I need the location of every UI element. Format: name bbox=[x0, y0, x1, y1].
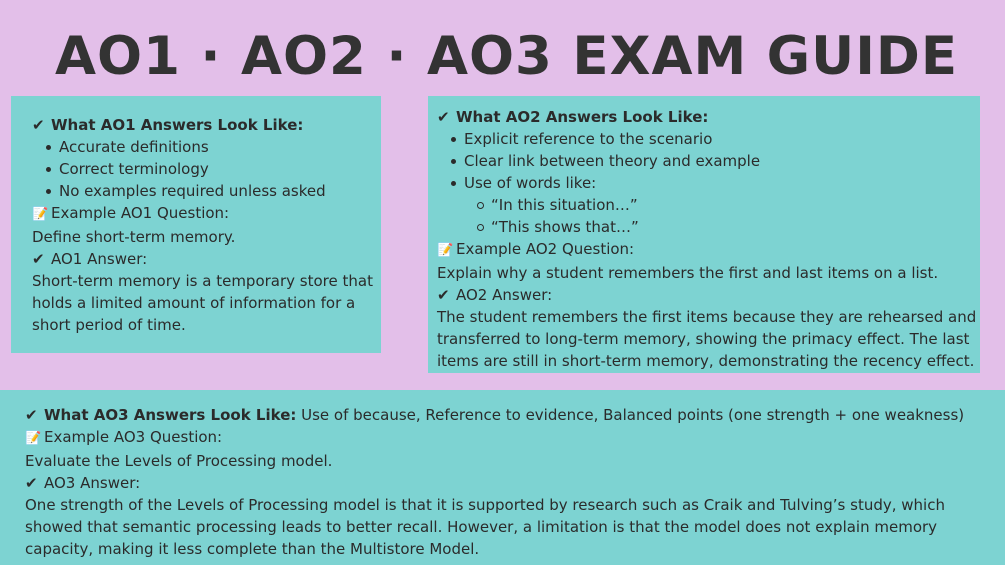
ao2-answer-line: items are still in short-term memory, demonstrating the recency effect. bbox=[437, 352, 975, 370]
checkmark-icon: ✔ bbox=[32, 250, 45, 268]
memo-icon: 📝 bbox=[25, 431, 42, 446]
ao2-heading-row bbox=[437, 106, 980, 128]
ao2-question-label: Example AO2 Question: bbox=[456, 240, 635, 258]
list-item: Correct terminology bbox=[32, 158, 381, 180]
ao1-answer-line: Short-term memory is a temporary store that bbox=[32, 272, 373, 290]
list-item: Explicit reference to the scenario bbox=[437, 128, 980, 150]
checkmark-icon: ✔ bbox=[25, 474, 38, 492]
list-item: Accurate definitions bbox=[32, 136, 381, 158]
checkmark-icon: ✔ bbox=[32, 116, 45, 134]
ao3-panel bbox=[0, 390, 1005, 565]
ao2-answer-label-row bbox=[437, 284, 980, 306]
ao2-answer-line: The student remembers the first items because they are rehearsed and bbox=[437, 308, 977, 326]
ao1-heading: What AO1 Answers Look Like: bbox=[51, 116, 304, 134]
list-item: No examples required unless asked bbox=[32, 180, 381, 202]
page-title: AO1 · AO2 · AO3 EXAM GUIDE bbox=[55, 26, 959, 87]
ao3-answer-label: AO3 Answer: bbox=[44, 474, 141, 492]
ao2-question-label-row bbox=[437, 238, 980, 262]
memo-icon: 📝 bbox=[437, 243, 454, 258]
ao3-answer-line: One strength of the Levels of Processing model is that it is supported by research such as Craik and Tulving’s study, which bbox=[25, 496, 945, 514]
ao2-answer-line: transferred to long-term memory, showing the primacy effect. The last bbox=[437, 330, 970, 348]
ao1-panel bbox=[11, 96, 381, 353]
ao1-question-label-row bbox=[32, 202, 381, 226]
ao1-question-label: Example AO1 Question: bbox=[51, 204, 230, 222]
checkmark-icon: ✔ bbox=[25, 406, 38, 424]
memo-icon: 📝 bbox=[32, 207, 49, 222]
sub-list-item: “In this situation…” bbox=[437, 194, 980, 216]
ao3-question-label: Example AO3 Question: bbox=[44, 428, 223, 446]
ao3-question: Evaluate the Levels of Processing model. bbox=[25, 452, 333, 470]
checkmark-icon: ✔ bbox=[437, 286, 450, 304]
ao1-question: Define short-term memory. bbox=[32, 228, 236, 246]
ao1-heading-row bbox=[32, 114, 381, 136]
ao3-answer-line: showed that semantic processing leads to better recall. However, a limitation is that the model does not explain memory bbox=[25, 518, 938, 536]
list-item: Clear link between theory and example bbox=[437, 150, 980, 172]
ao2-question: Explain why a student remembers the first and last items on a list. bbox=[437, 264, 939, 282]
sub-list-item: “This shows that…” bbox=[437, 216, 980, 238]
ao2-bullet-list bbox=[437, 128, 980, 238]
ao1-bullet-list bbox=[32, 136, 381, 202]
ao1-answer-line: short period of time. bbox=[32, 316, 186, 334]
ao1-answer-label: AO1 Answer: bbox=[51, 250, 148, 268]
ao3-heading: What AO3 Answers Look Like: bbox=[44, 406, 297, 424]
ao2-panel bbox=[428, 96, 980, 373]
ao3-answer-line: capacity, making it less complete than the Multistore Model. bbox=[25, 540, 480, 558]
ao3-heading-rest: Use of because, Reference to evidence, Balanced points (one strength + one weakness) bbox=[296, 406, 965, 424]
ao3-answer-label-row bbox=[25, 472, 1005, 494]
list-item: Use of words like: bbox=[437, 172, 980, 194]
checkmark-icon: ✔ bbox=[437, 108, 450, 126]
ao1-answer-label-row bbox=[32, 248, 381, 270]
ao2-heading: What AO2 Answers Look Like: bbox=[456, 108, 709, 126]
ao3-question-label-row bbox=[25, 426, 1005, 450]
ao1-answer-line: holds a limited amount of information for a bbox=[32, 294, 356, 312]
ao3-heading-row bbox=[25, 404, 1005, 426]
ao2-answer-label: AO2 Answer: bbox=[456, 286, 553, 304]
